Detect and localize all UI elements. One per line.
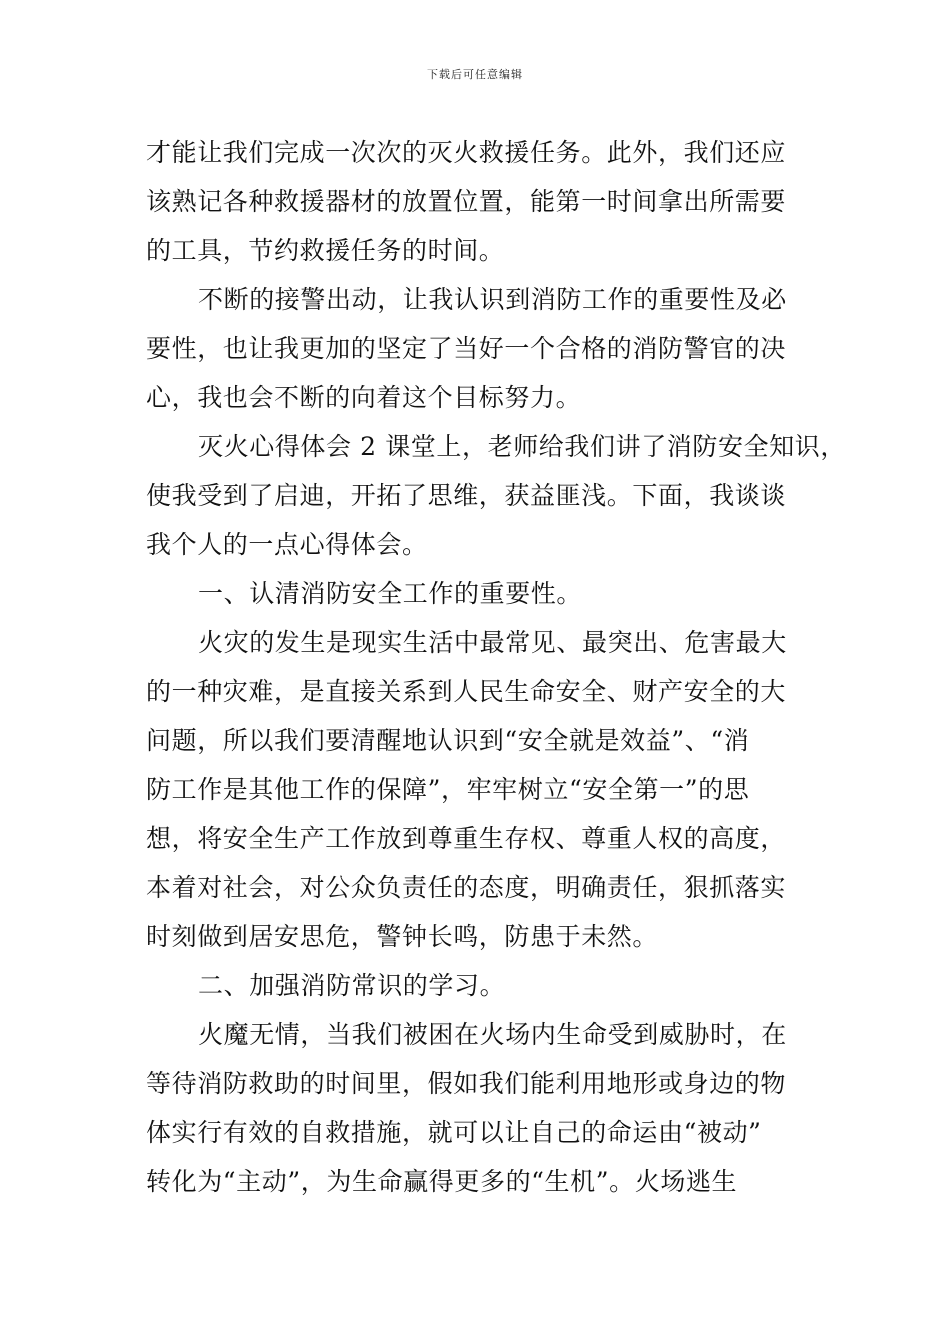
text-line-19: 火魔无情，当我们被困在火场内生命受到威胁时，在 [198, 1020, 787, 1049]
section-heading-1: 一、认清消防安全工作的重要性。 [198, 579, 583, 608]
text-line-2: 该熟记各种救援器材的放置位置，能第一时间拿出所需要 [146, 187, 787, 216]
page-header: 下载后可任意编辑 [427, 68, 523, 81]
text-line-12: 的一种灾难，是直接关系到人民生命安全、财产安全的大 [146, 677, 787, 706]
text-line-5: 要性，也让我更加的坚定了当好一个合格的消防警官的决 [146, 334, 787, 363]
text-line-16: 本着对社会，对公众负责任的态度，明确责任，狠抓落实 [146, 873, 787, 902]
section-heading-2: 二、加强消防常识的学习。 [198, 971, 506, 1000]
text-line-9: 我个人的一点心得体会。 [146, 530, 428, 559]
text-line-21: 体实行有效的自救措施，就可以让自己的命运由“被动” [146, 1118, 762, 1147]
text-line-17: 时刻做到居安思危，警钟长鸣，防患于未然。 [146, 922, 659, 951]
text-line-7: 灭火心得体会 2 课堂上，老师给我们讲了消防安全知识， [198, 432, 847, 461]
text-line-22: 转化为“主动”，为生命赢得更多的“生机”。火场逃生 [146, 1167, 738, 1196]
document-body [146, 128, 847, 1206]
text-line-11: 火灾的发生是现实生活中最常见、最突出、危害最大 [198, 628, 787, 657]
text-line-14: 防工作是其他工作的保障”，牢牢树立“安全第一”的思 [146, 775, 750, 804]
text-line-15: 想，将安全生产工作放到尊重生存权、尊重人权的高度， [146, 824, 787, 853]
text-line-4: 不断的接警出动，让我认识到消防工作的重要性及必 [198, 285, 787, 314]
text-line-8: 使我受到了启迪，开拓了思维，获益匪浅。下面，我谈谈 [146, 481, 787, 510]
text-line-1: 才能让我们完成一次次的灭火救援任务。此外，我们还应 [146, 138, 787, 167]
text-line-13: 问题，所以我们要清醒地认识到“安全就是效益”、“消 [146, 726, 750, 755]
text-line-20: 等待消防救助的时间里，假如我们能利用地形或身边的物 [146, 1069, 787, 1098]
text-line-6: 心，我也会不断的向着这个目标努力。 [146, 383, 582, 412]
text-line-3: 的工具，节约救援任务的时间。 [146, 236, 505, 265]
